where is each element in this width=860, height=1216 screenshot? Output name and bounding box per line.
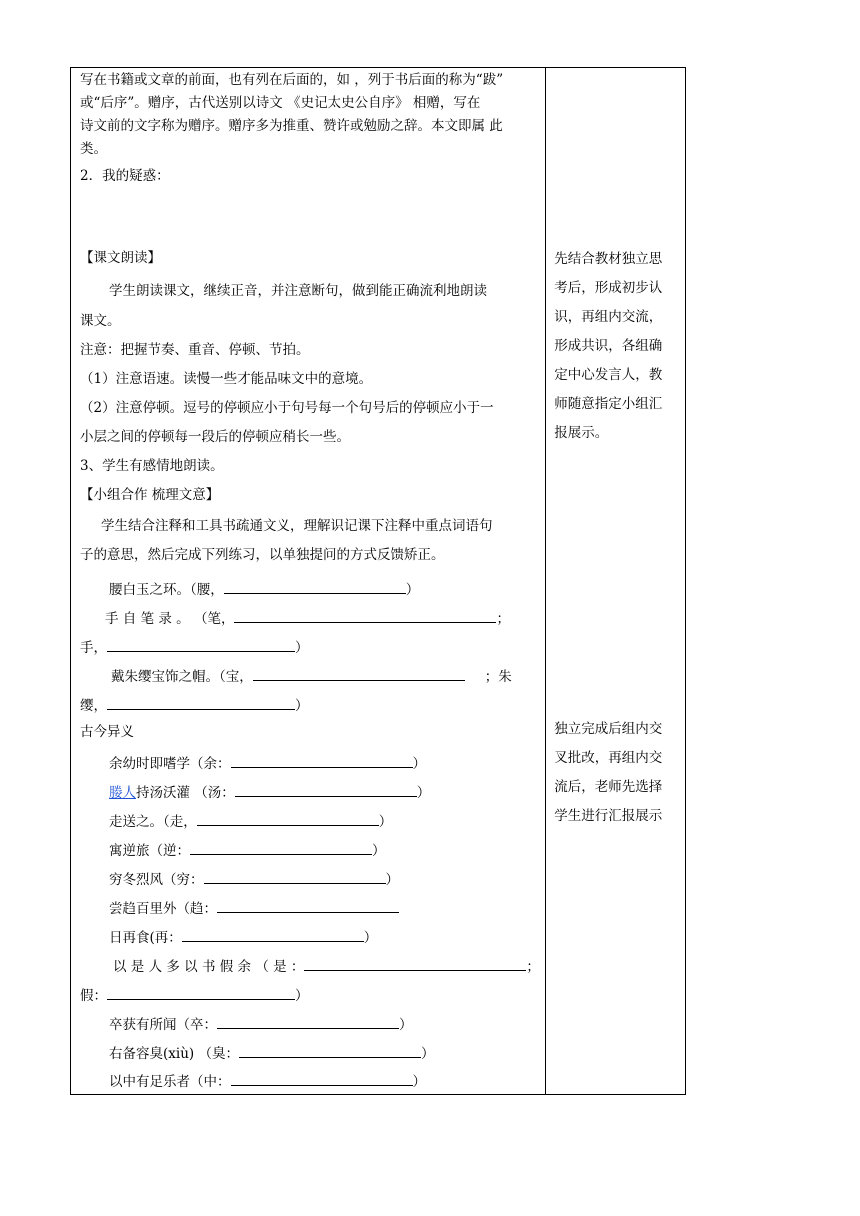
answer-blank[interactable] bbox=[197, 811, 379, 826]
exercise-2: 手 自 笔 录 。 （笔， ； bbox=[105, 608, 510, 627]
intro-line-3: 诗文前的文字称为赠序。赠序多为推重、赞许或勉励之辞。本文即属 此 bbox=[80, 118, 503, 134]
side-note-2-line: 叉批改，再组内交 bbox=[554, 750, 663, 766]
intro-line-2: 或“后序”。赠序，古代送别以诗文 《史记太史公自序》 相赠，写在 bbox=[80, 95, 481, 111]
exercise-2b: 手， ） bbox=[80, 637, 309, 656]
answer-blank[interactable] bbox=[239, 1043, 421, 1058]
exercise-a5: 穷冬烈风（穷： ） bbox=[109, 869, 399, 888]
answer-blank[interactable] bbox=[235, 782, 417, 797]
group-para-1a: 学生结合注释和工具书疏通文义，理解识记课下注释中重点词语句 bbox=[101, 518, 493, 534]
reading-para-1b: 课文。 bbox=[80, 313, 121, 329]
exercise-3b: 缨， ） bbox=[80, 695, 309, 714]
exercise-a3: 走送之。（走， ） bbox=[109, 811, 392, 830]
ancient-modern-heading: 古今异义 bbox=[80, 724, 134, 740]
answer-blank[interactable] bbox=[231, 753, 413, 768]
side-note-1-line: 形成共识，各组确 bbox=[554, 338, 663, 354]
side-note-1-line: 考后，形成初步认 bbox=[554, 280, 663, 296]
side-note-1-line: 报展示。 bbox=[554, 425, 609, 441]
annotation-link[interactable]: 媵人 bbox=[109, 785, 136, 801]
exercise-1: 腰白玉之环。（腰， ） bbox=[109, 579, 419, 598]
answer-blank[interactable] bbox=[253, 666, 465, 681]
reading-para-1a: 学生朗读课文，继续正音，并注意断句，做到能正确流利地朗读 bbox=[109, 283, 487, 299]
side-note-2-line: 学生进行汇报展示 bbox=[554, 808, 663, 824]
reading-note: 注意：把握节奏、重音、停顿、节拍。 bbox=[80, 342, 310, 358]
answer-blank[interactable] bbox=[304, 956, 526, 971]
exercise-a4: 寓逆旅（逆： ） bbox=[109, 840, 386, 859]
group-heading: 【小组合作 梳理文意】 bbox=[80, 487, 220, 503]
intro-line-4: 类。 bbox=[80, 141, 107, 157]
reading-heading: 【课文朗读】 bbox=[80, 250, 161, 266]
exercise-a8: 以 是 人 多 以 书 假 余 （ 是 ： ； bbox=[113, 956, 540, 975]
answer-blank[interactable] bbox=[217, 898, 399, 913]
answer-blank[interactable] bbox=[182, 927, 364, 942]
teaching-notes-cell bbox=[546, 68, 686, 1095]
answer-blank[interactable] bbox=[107, 695, 295, 710]
answer-blank[interactable] bbox=[190, 840, 372, 855]
answer-blank[interactable] bbox=[234, 608, 496, 623]
answer-blank[interactable] bbox=[217, 1014, 399, 1029]
answer-blank[interactable] bbox=[231, 1071, 413, 1086]
exercise-a10: 右备容臭(xiù) （臭： ） bbox=[109, 1043, 434, 1062]
exercise-a7: 日再食(再： ） bbox=[109, 927, 377, 946]
side-note-1-line: 识，再组内交流， bbox=[554, 309, 663, 325]
exercise-a9: 卒获有所闻（卒： ） bbox=[109, 1014, 413, 1033]
doubts-label: 2．我的疑惑： bbox=[80, 168, 170, 184]
reading-note-2a: （2）注意停顿。逗号的停顿应小于句号每一个句号后的停顿应小于一 bbox=[80, 400, 494, 416]
exercise-3: 戴朱缨宝饰之帽。（宝， ；朱 bbox=[111, 666, 512, 685]
exercise-a1: 余幼时即嗜学（余： ） bbox=[109, 753, 426, 772]
exercise-a11: 以中有足乐者（中： ） bbox=[109, 1071, 426, 1090]
intro-line-1: 写在书籍或文章的前面，也有列在后面的，如 ，列于书后面的称为“跋” bbox=[80, 72, 504, 88]
side-note-2-line: 独立完成后组内交 bbox=[554, 721, 663, 737]
side-note-1-line: 师随意指定小组汇 bbox=[554, 396, 663, 412]
lesson-plan-table bbox=[70, 67, 686, 1095]
side-note-1-line: 先结合教材独立思 bbox=[554, 251, 663, 267]
exercise-a6: 尝趋百里外（趋： bbox=[109, 898, 399, 917]
answer-blank[interactable] bbox=[107, 985, 295, 1000]
side-note-1-line: 定中心发言人，教 bbox=[554, 367, 663, 383]
exercise-a8b: 假： ） bbox=[80, 985, 309, 1004]
side-note-2-line: 流后，老师先选择 bbox=[554, 779, 663, 795]
reading-note-1: （1）注意语速。读慢一些才能品味文中的意境。 bbox=[80, 371, 373, 387]
group-para-1b: 子的意思，然后完成下列练习，以单独提问的方式反馈矫正。 bbox=[80, 547, 445, 563]
answer-blank[interactable] bbox=[107, 637, 295, 652]
reading-note-2b: 小层之间的停顿每一段后的停顿应稍长一些。 bbox=[80, 429, 350, 445]
exercise-a2: 媵人持汤沃灌 （汤： ） bbox=[109, 782, 430, 801]
main-content-cell bbox=[71, 68, 546, 1095]
answer-blank[interactable] bbox=[224, 579, 406, 594]
answer-blank[interactable] bbox=[204, 869, 386, 884]
reading-note-3: 3、学生有感情地朗读。 bbox=[80, 458, 224, 474]
